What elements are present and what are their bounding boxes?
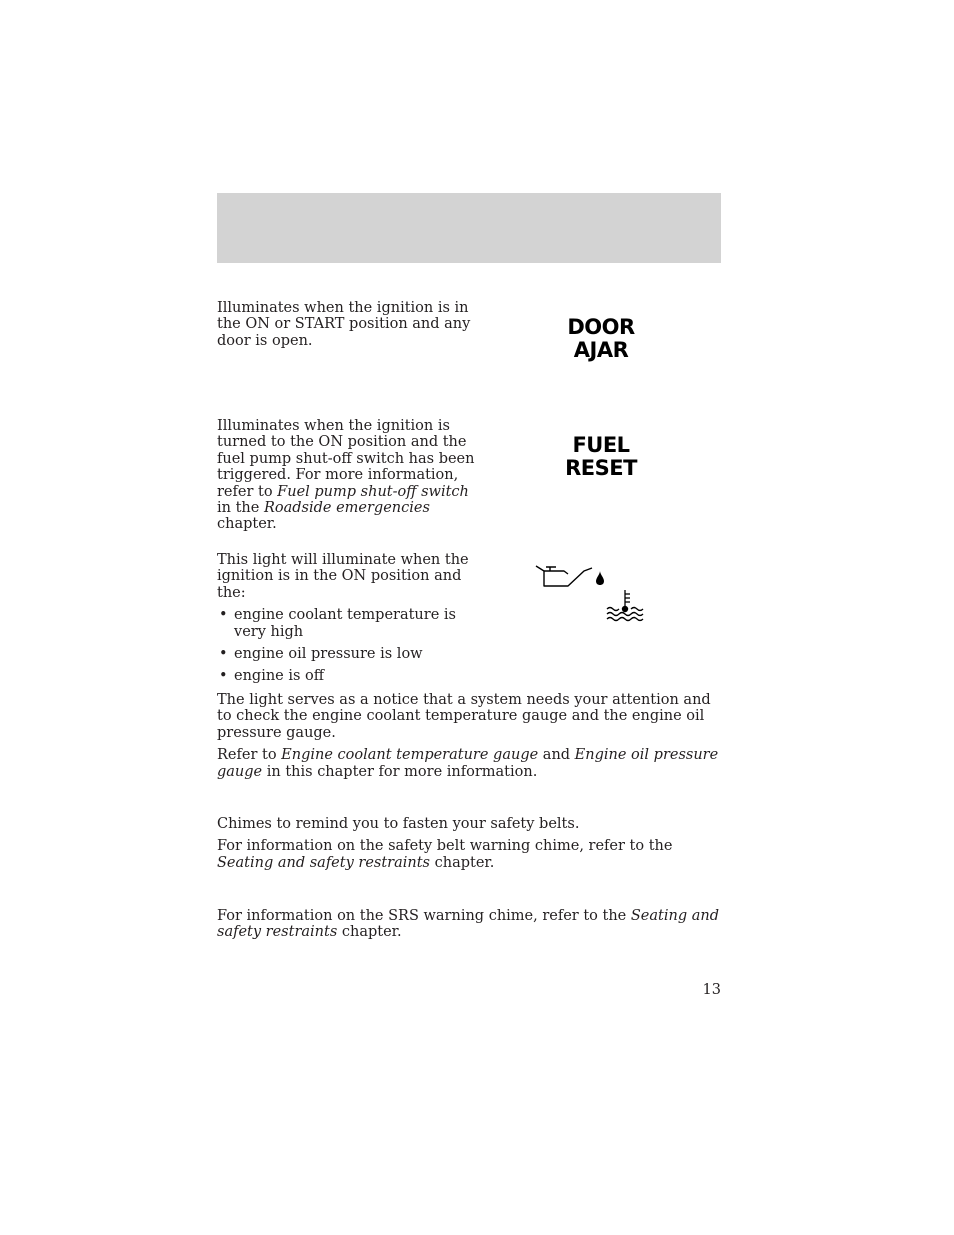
door-ajar-description: Illuminates when the ignition is in the ON or START position and any door is open.	[217, 300, 471, 349]
coolant-temperature-icon	[606, 589, 646, 622]
list-item: • engine oil pressure is low	[217, 646, 487, 662]
engine-light-conditions	[217, 607, 487, 685]
srs-chime-section: For information on the SRS warning chime, refer to the Seating and safety restraints chapter.	[217, 908, 719, 941]
engine-light-description: This light will illuminate when the ignition is in the ON position and the: • engine coolant temperature is very high • engine oil pressure is low • engine is off	[217, 552, 487, 685]
header-band	[217, 193, 721, 263]
fuel-pump-shutoff-reference: Fuel pump shut-off switch	[277, 483, 469, 500]
engine-light-notice: The light serves as a notice that a system needs your attention and to check the engine coolant temperature gauge and the engine oil pressure gauge. Refer to Engine coolant temperature gauge and Engine oil pressure gauge in this chapter for more information.	[217, 692, 721, 780]
safety-belt-chime-section: Chimes to remind you to fasten your safety belts. For information on the safety belt warning chime, refer to the Seating and safety restraints chapter.	[217, 816, 673, 871]
fuel-reset-description: Illuminates when the ignition is turned to the ON position and the fuel pump shut-off switch has been triggered. For more information, refer to Fuel pump shut-off switch in the Roadside emergencies chapter.	[217, 418, 475, 533]
door-ajar-indicator: DOOR AJAR	[567, 315, 635, 362]
engine-light-reference: Refer to Engine coolant temperature gauge and Engine oil pressure gauge in this chapter for more information.	[217, 747, 719, 780]
roadside-emergencies-reference: Roadside emergencies	[263, 500, 430, 517]
list-item: • engine is off	[217, 668, 487, 684]
oil-can-icon	[534, 562, 606, 592]
list-item: • engine coolant temperature is very high	[217, 607, 487, 640]
fuel-reset-indicator: FUEL RESET	[565, 433, 637, 480]
page-number: 13	[702, 982, 721, 998]
